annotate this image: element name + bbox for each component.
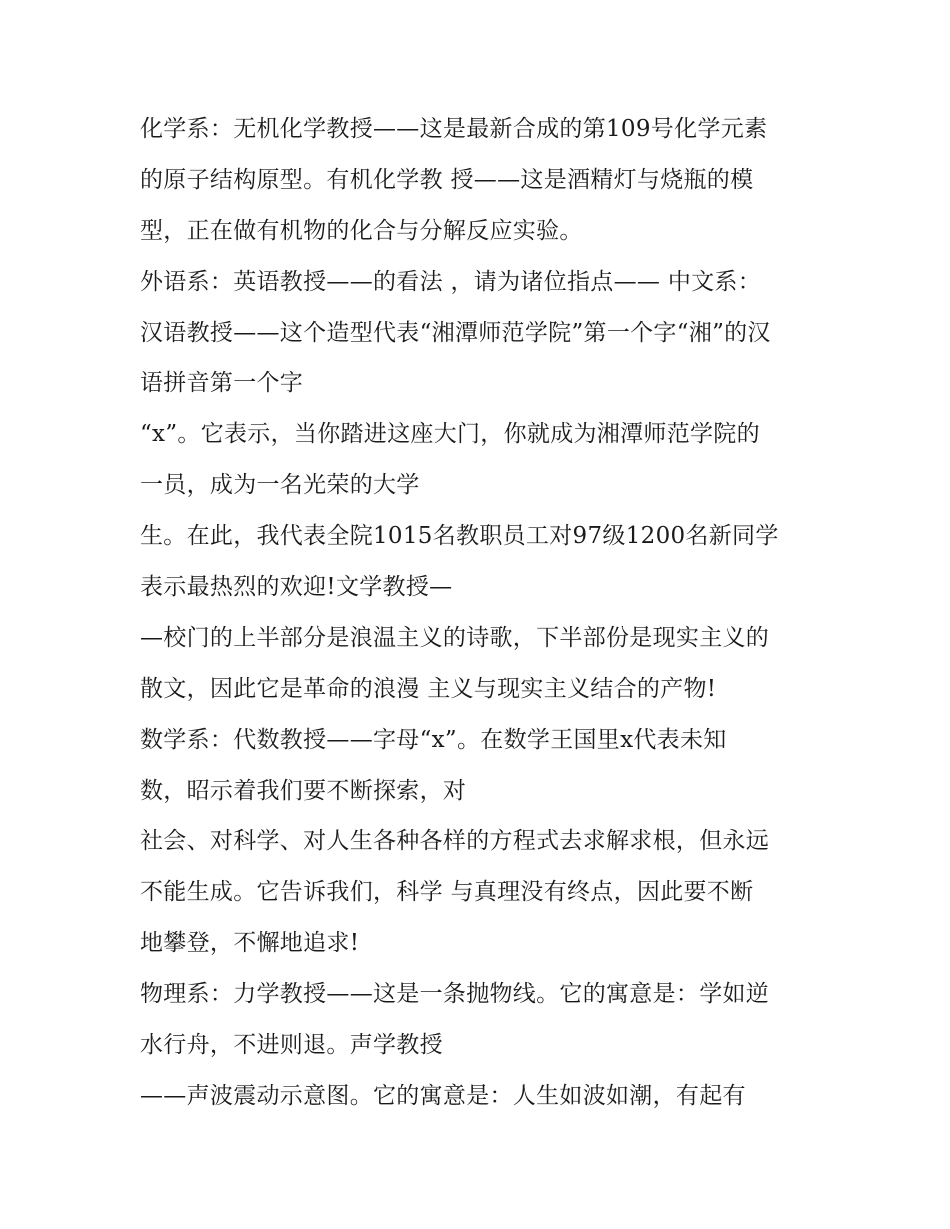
text-line: 生。在此，我代表全院1015名教职员工对97级1200名新同学 bbox=[140, 523, 779, 550]
text-line: 的原子结构原型。有机化学教 授——这是酒精灯与烧瓶的模 bbox=[140, 166, 754, 193]
text-line: 数学系：代数教授——字母“x”。在数学王国里x代表未知 bbox=[140, 726, 727, 753]
text-line: “x”。它表示，当你踏进这座大门，你就成为湘潭师范学院的 bbox=[140, 421, 760, 448]
text-line: 地攀登，不懈地追求! bbox=[140, 930, 360, 957]
text-line: 散文，因此它是革命的浪漫 主义与现实主义结合的产物! bbox=[140, 675, 717, 702]
text-line: 化学系：无机化学教授——这是最新合成的第109号化学元素 bbox=[140, 116, 768, 142]
text-line: 一员，成为一名光荣的大学 bbox=[140, 472, 420, 499]
text-line: 表示最热烈的欢迎!文学教授— bbox=[140, 574, 453, 601]
text-line: 数，昭示着我们要不断探索，对 bbox=[140, 777, 467, 804]
text-line: 社会、对科学、对人生各种各样的方程式去求解求根，但永远 bbox=[140, 828, 770, 855]
text-line: 汉语教授——这个造型代表“湘潭师范学院”第一个字“湘”的汉 bbox=[140, 319, 771, 346]
text-line: 语拼音第一个字 bbox=[140, 370, 304, 397]
text-line: 水行舟，不进则退。声学教授 bbox=[140, 1032, 443, 1059]
text-line: 外语系：英语教授——的看法 ，请为诸位指点—— 中文系： bbox=[140, 268, 762, 295]
text-line: 型，正在做有机物的化合与分解反应实验。 bbox=[140, 217, 583, 244]
text-line: ——声波震动示意图。它的寓意是：人生如波如潮，有起有 bbox=[140, 1082, 746, 1109]
text-line: 物理系：力学教授——这是一条抛物线。它的寓意是：学如逆 bbox=[140, 981, 770, 1008]
text-line: —校门的上半部分是浪温主义的诗歌，下半部份是现实主义的 bbox=[140, 624, 770, 651]
text-line: 不能生成。它告诉我们，科学 与真理没有终点，因此要不断 bbox=[140, 879, 754, 906]
document-body bbox=[140, 104, 830, 1122]
